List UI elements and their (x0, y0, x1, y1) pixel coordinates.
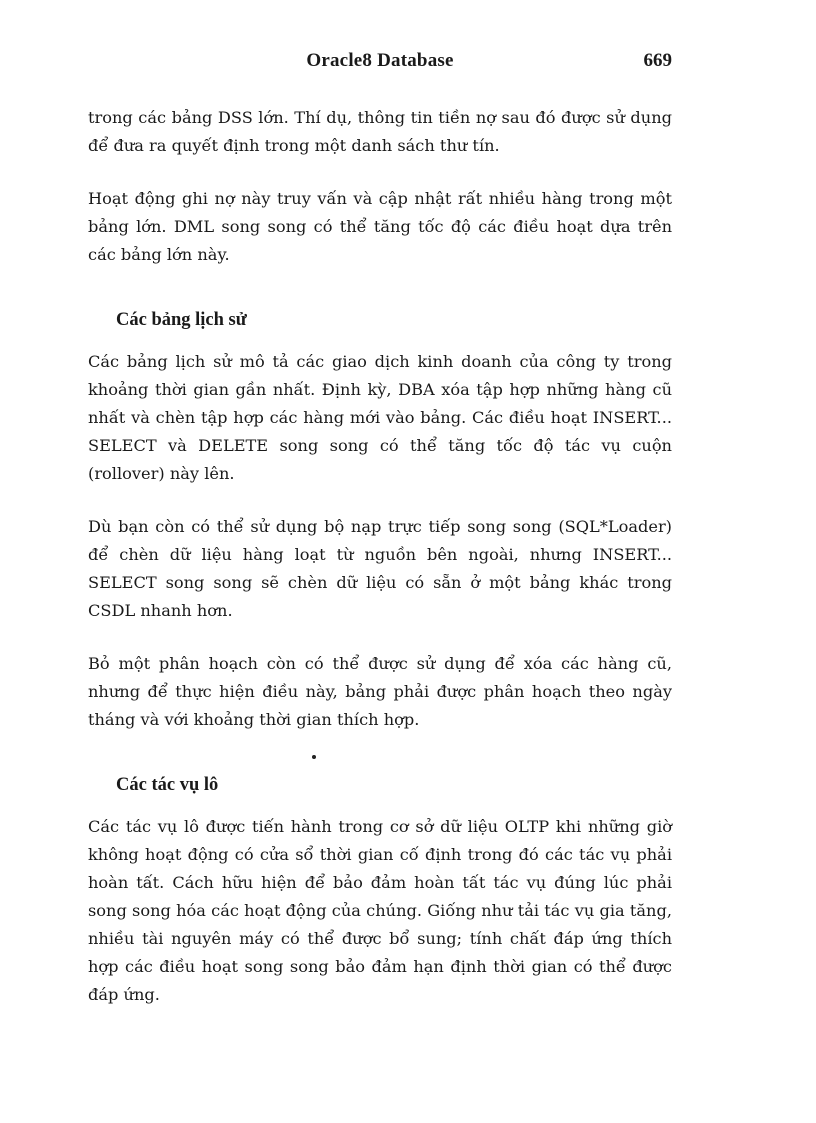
section-heading-history-tables: Các bảng lịch sử (116, 310, 247, 330)
running-title: Oracle8 Database (306, 50, 454, 71)
page-header (88, 50, 672, 76)
paragraph-drop-partition: Bỏ một phân hoạch còn có thể được sử dụng để xóa các hàng cũ, nhưng để thực hiện điều này, bảng phải được phân hoạch theo ngày tháng và với khoảng thời gian thích hợp. (88, 654, 672, 729)
scan-speck (312, 755, 316, 759)
page-body (88, 104, 672, 1009)
paragraph-history-tables: Các bảng lịch sử mô tả các giao dịch kinh doanh của công ty trong khoảng thời gian gần nhất. Định kỳ, DBA xóa tập hợp những hàng cũ nhất và chèn tập hợp các hàng mới vào bảng. Các điều hoạt INSERT... SELECT và DELETE song song có thể tăng tốc độ tác vụ cuộn (rollover) này lên. (88, 352, 672, 483)
paragraph-debit-activity: Hoạt động ghi nợ này truy vấn và cập nhật rất nhiều hàng trong một bảng lớn. DML song song có thể tăng tốc độ các điều hoạt dựa trên các bảng lớn này. (88, 189, 672, 264)
page-number: 669 (643, 50, 672, 71)
section-heading-batch-jobs: Các tác vụ lô (116, 775, 219, 795)
paragraph-batch-jobs: Các tác vụ lô được tiến hành trong cơ sở dữ liệu OLTP khi những giờ không hoạt động có cửa sổ thời gian cố định trong đó các tác vụ phải hoàn tất. Cách hữu hiện để bảo đảm hoàn tất tác vụ đúng lúc phải song song hóa các hoạt động của chúng. Giống như tải tác vụ gia tăng, nhiều tài nguyên máy có thể được bổ sung; tính chất đáp ứng thích hợp các điều hoạt song song bảo đảm hạn định thời gian có thể được đáp ứng. (88, 817, 672, 1004)
paragraph-dss-continuation: trong các bảng DSS lớn. Thí dụ, thông tin tiền nợ sau đó được sử dụng để đưa ra quyết định trong một danh sách thư tín. (88, 108, 672, 155)
paragraph-sql-loader: Dù bạn còn có thể sử dụng bộ nạp trực tiếp song song (SQL*Loader) để chèn dữ liệu hàng loạt từ nguồn bên ngoài, nhưng INSERT... SELECT song song sẽ chèn dữ liệu có sẵn ở một bảng khác trong CSDL nhanh hơn. (88, 517, 672, 620)
